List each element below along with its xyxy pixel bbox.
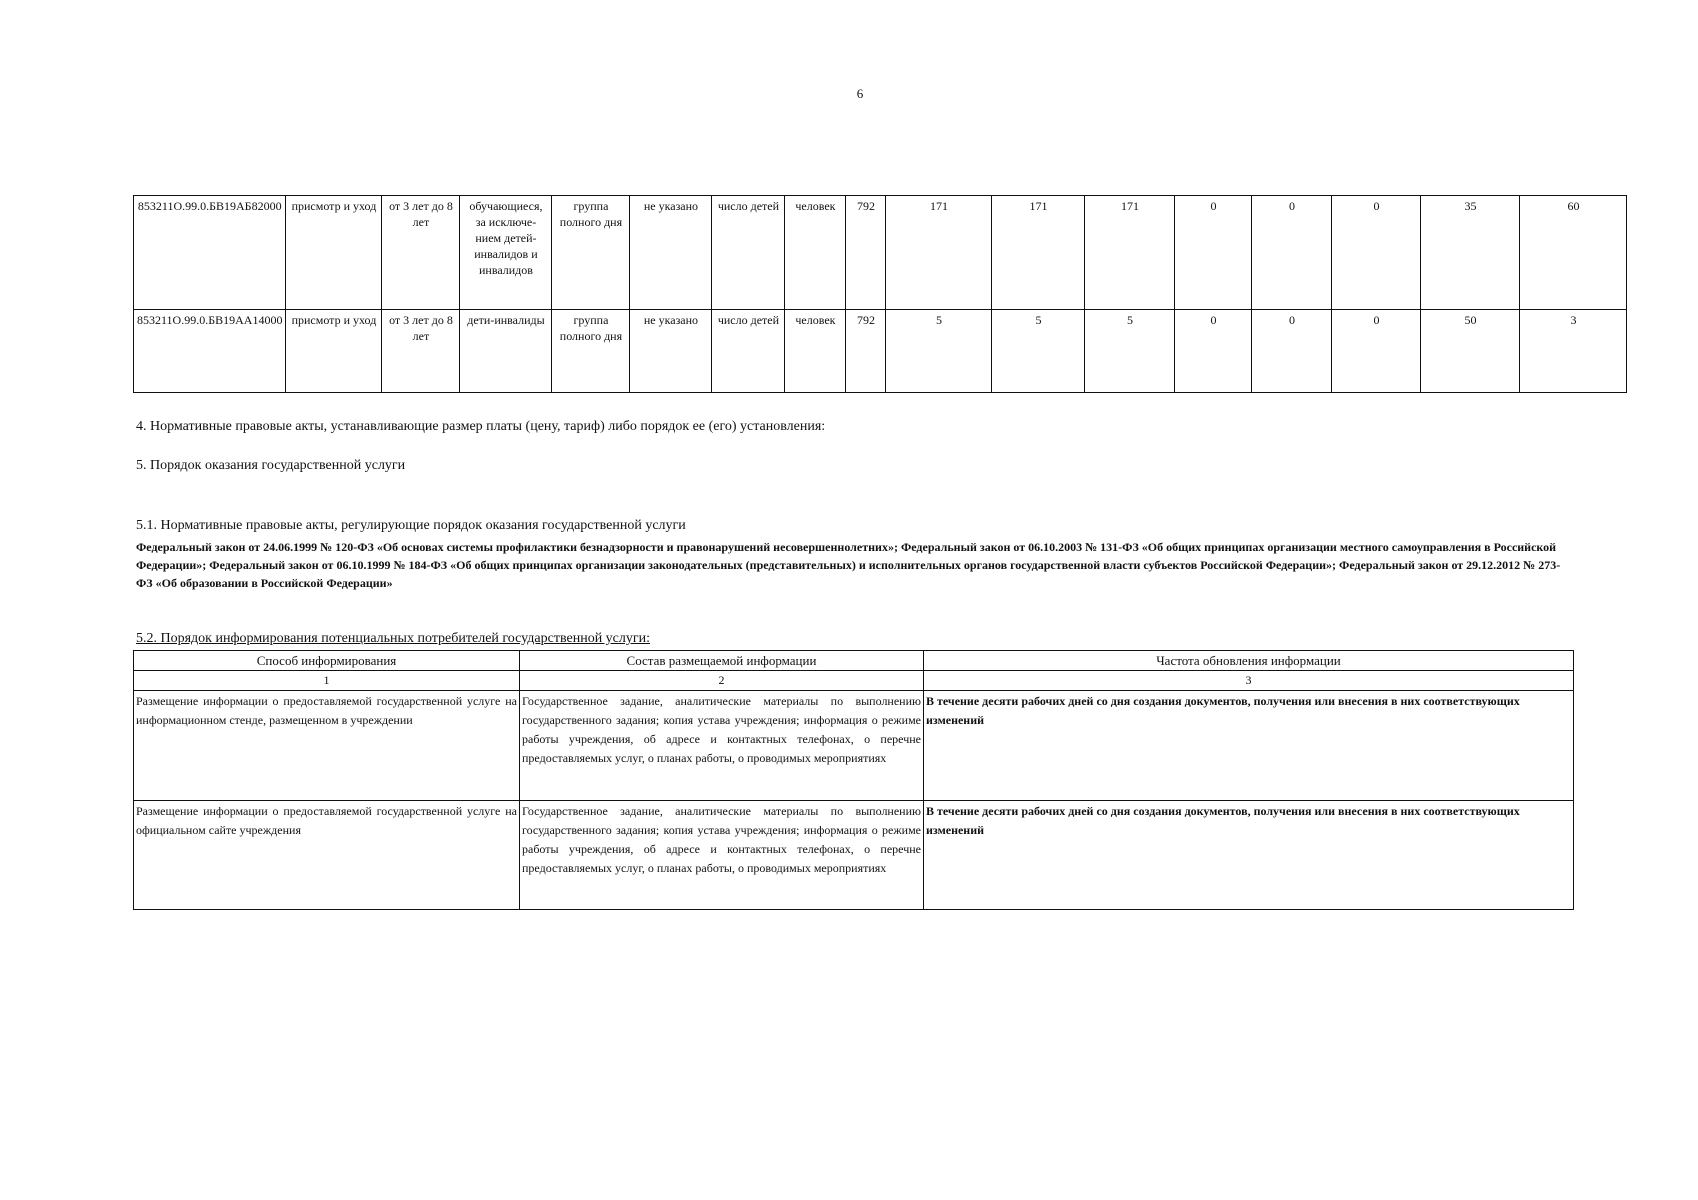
column-header: Способ информирования <box>134 651 520 671</box>
indicator-name: число детей <box>712 310 785 393</box>
consumer-category: обучающиеся, за исключе-нием детей-инвалидов и инвалидов <box>460 196 552 310</box>
age-group: от 3 лет до 8 лет <box>382 196 460 310</box>
table-row <box>134 196 1627 310</box>
column-header: Состав размещаемой информации <box>520 651 924 671</box>
legal-acts-text: Федеральный закон от 24.06.1999 № 120-ФЗ «Об основах системы профилактики безнадзорности и правонарушений несовершеннолетних»; Федеральный закон от 06.10.2003 № 131-ФЗ «Об общих принципах организации местного самоуправления в Российской Федерации»; Федеральный закон от 06.10.1999 № 184-ФЗ «Об общих принципах организации законодательных (представительных) и исполнительных органов государственной власти субъектов Российской Федерации»; Федеральный закон от 29.12.2012 № 273-ФЗ «Об образовании в Российской Федерации» <box>136 540 1561 590</box>
group-type: группа полного дня <box>552 310 630 393</box>
value-cell: 50 <box>1421 310 1520 393</box>
indicator-name: число детей <box>712 196 785 310</box>
services-volume-table <box>133 195 1627 393</box>
value-cell: 0 <box>1175 196 1252 310</box>
value-cell: 0 <box>1175 310 1252 393</box>
column-header: Частота обновления информации <box>924 651 1574 671</box>
service-name: присмотр и уход <box>286 196 382 310</box>
table-row <box>134 801 1574 910</box>
service-code: 853211О.99.0.БВ19АБ82000 <box>134 196 286 310</box>
value-cell: 171 <box>886 196 992 310</box>
update-frequency: В течение десяти рабочих дней со дня создания документов, получения или внесения в них соответствующих изменений <box>924 801 1574 910</box>
value-cell: 60 <box>1520 196 1627 310</box>
column-number: 1 <box>134 671 520 691</box>
okei-code: 792 <box>846 310 886 393</box>
unit-name: человек <box>785 196 846 310</box>
value-cell: 5 <box>1085 310 1175 393</box>
age-group: от 3 лет до 8 лет <box>382 310 460 393</box>
table-header-row <box>134 651 1574 671</box>
column-number: 2 <box>520 671 924 691</box>
value-cell: 5 <box>992 310 1085 393</box>
column-number-row <box>134 671 1574 691</box>
okei-code: 792 <box>846 196 886 310</box>
service-code: 853211О.99.0.БВ19АА14000 <box>134 310 286 393</box>
informing-method: Размещение информации о предоставляемой государственной услуге на официальном сайте учреждения <box>134 801 520 910</box>
table-row <box>134 691 1574 801</box>
unit-name: человек <box>785 310 846 393</box>
section-4-heading: 4. Нормативные правовые акты, устанавливающие размер платы (цену, тариф) либо порядок ее (его) установления: <box>136 419 826 434</box>
specification: не указано <box>630 196 712 310</box>
consumer-category: дети-инвалиды <box>460 310 552 393</box>
value-cell: 3 <box>1520 310 1627 393</box>
value-cell: 171 <box>992 196 1085 310</box>
service-name: присмотр и уход <box>286 310 382 393</box>
group-type: группа полного дня <box>552 196 630 310</box>
section-5-1-heading: 5.1. Нормативные правовые акты, регулирующие порядок оказания государственной услуги <box>136 518 686 533</box>
informing-method: Размещение информации о предоставляемой государственной услуге на информационном стенде, размещенном в учреждении <box>134 691 520 801</box>
information-content: Государственное задание, аналитические материалы по выполнению государственного задания; копия устава учреждения; информация о режиме работы учреждения, об адресе и контактных телефонах, о перечне предоставляемых услуг, о планах работы, о проводимых мероприятиях <box>520 691 924 801</box>
value-cell: 171 <box>1085 196 1175 310</box>
section-5-2-heading: 5.2. Порядок информирования потенциальных потребителей государственной услуги: <box>136 631 651 646</box>
value-cell: 0 <box>1252 310 1332 393</box>
specification: не указано <box>630 310 712 393</box>
value-cell: 35 <box>1421 196 1520 310</box>
table-row <box>134 310 1627 393</box>
value-cell: 5 <box>886 310 992 393</box>
column-number: 3 <box>924 671 1574 691</box>
page-number: 6 <box>856 86 864 101</box>
update-frequency: В течение десяти рабочих дней со дня создания документов, получения или внесения в них соответствующих изменений <box>924 691 1574 801</box>
value-cell: 0 <box>1252 196 1332 310</box>
value-cell: 0 <box>1332 196 1421 310</box>
informing-table <box>133 650 1574 910</box>
information-content: Государственное задание, аналитические материалы по выполнению государственного задания; копия устава учреждения; информация о режиме работы учреждения, об адресе и контактных телефонах, о перечне предоставляемых услуг, о планах работы, о проводимых мероприятиях <box>520 801 924 910</box>
value-cell: 0 <box>1332 310 1421 393</box>
section-5-heading: 5. Порядок оказания государственной услуги <box>136 458 406 473</box>
